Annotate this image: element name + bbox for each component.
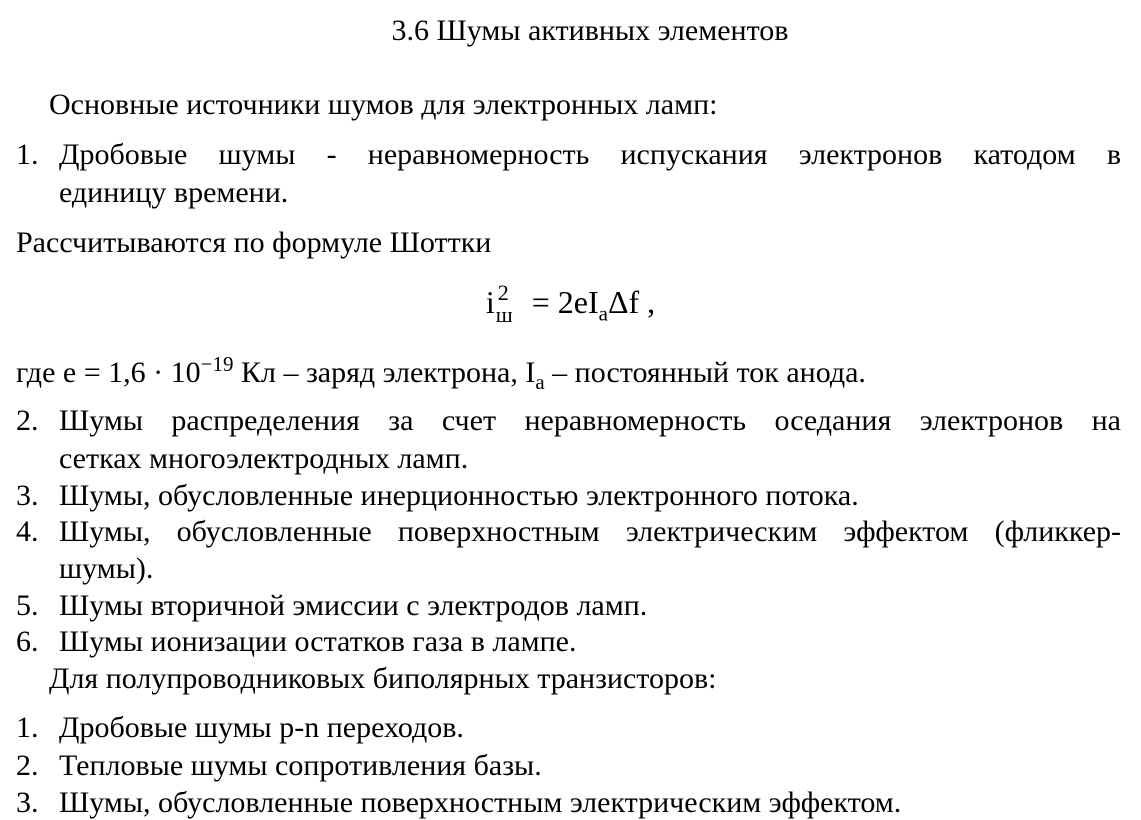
lamp-item-1-line1: Дробовые шумы - неравномерность испускания электронов катодом в <box>59 138 1121 171</box>
transistor-item-1-number: 1. <box>16 711 39 744</box>
lamp-item-6-number: 6. <box>16 625 39 658</box>
transistor-item-2-line1: Тепловые шумы сопротивления базы. <box>59 749 542 782</box>
lamp-item-4-line1: Шумы, обусловленные поверхностным электрическим эффектом (фликкер- <box>59 515 1121 548</box>
formula-sup: 2 <box>497 279 509 305</box>
lamp-item-5-line1: Шумы вторичной эмиссии с электродов ламп. <box>59 589 648 622</box>
formula-sub: ш <box>495 301 513 327</box>
formula-tail: Δf , <box>607 284 656 320</box>
lamp-item-2-line1: Шумы распределения за счет неравномерность оседания электронов на <box>59 404 1121 437</box>
formula-equals: = 2eI <box>523 284 599 320</box>
transistor-item-3-line1: Шумы, обусловленные поверхностным электрическим эффектом. <box>59 786 902 819</box>
lamp-item-2-line2: сетках многоэлектродных ламп. <box>59 442 469 475</box>
lamp-item-5-number: 5. <box>16 589 39 622</box>
where-sub-a: a <box>535 370 545 394</box>
transistor-item-1-line1: Дробовые шумы p-n переходов. <box>59 711 464 744</box>
formula-sub-a: a <box>598 301 608 326</box>
lamp-item-2-number: 2. <box>16 404 39 437</box>
lamp-item-6-line1: Шумы ионизации остатков газа в лампе. <box>59 625 577 658</box>
transistor-item-2-number: 2. <box>16 749 39 782</box>
section-title: 3.6 Шумы активных элементов <box>391 14 789 47</box>
transistor-item-3-number: 3. <box>16 786 39 819</box>
formula-sup-sub <box>495 279 518 328</box>
where-middle: Кл – заряд электрона, I <box>233 356 536 389</box>
lamp-item-4-line2: шумы). <box>59 552 154 585</box>
where-suffix: – постоянный ток анода. <box>544 356 866 389</box>
schottky-formula <box>0 279 1141 333</box>
formula-i: i <box>485 284 495 320</box>
schottky-text: Рассчитываются по формуле Шоттки <box>16 226 492 259</box>
lamp-item-1-line2: единицу времени. <box>59 176 289 209</box>
where-exponent: −19 <box>200 352 234 376</box>
lamp-item-3-number: 3. <box>16 479 39 512</box>
lamp-item-1-number: 1. <box>16 138 39 171</box>
transistors-intro: Для полупроводниковых биполярных транзисторов: <box>49 662 717 695</box>
where-line <box>16 347 866 399</box>
lamps-intro: Основные источники шумов для электронных ламп: <box>49 88 718 121</box>
lamp-item-3-line1: Шумы, обусловленные инерционностью электронного потока. <box>59 479 859 512</box>
lamp-item-4-number: 4. <box>16 515 39 548</box>
where-prefix: где e = 1,6 · 10 <box>16 356 201 389</box>
